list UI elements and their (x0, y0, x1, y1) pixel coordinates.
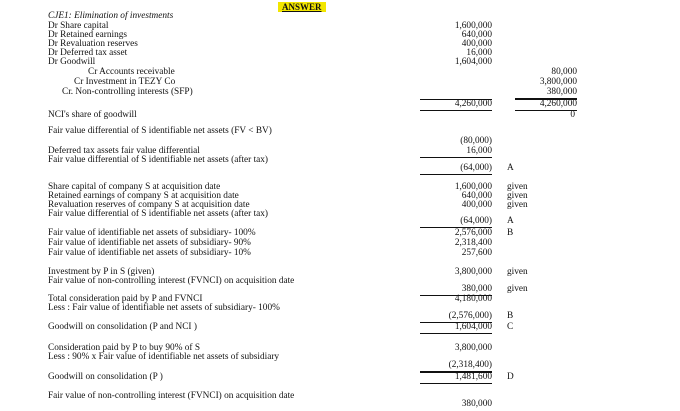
acq-row: Fair value of identifiable net assets of subsidiary- 100% (48, 228, 256, 238)
gw-full-value: 3,800,000 (454, 267, 492, 277)
gw-full-row: Less : Fair value of identifiable net assets of subsidiary- 100% (48, 303, 280, 313)
journal-row: Dr Goodwill (48, 57, 96, 67)
fv-diff-label: Fair value differential of S identifiable net assets (FV < BV) (48, 126, 272, 136)
ref-note: D (507, 372, 514, 382)
total-debit: 4,260,000 (420, 99, 492, 111)
journal-row: Dr Share capital (48, 21, 109, 31)
gw-partial-total: 1,481,600 (420, 372, 492, 384)
fv-diff-after-tax-value: (64,000) (420, 164, 492, 175)
ref-note: given (507, 191, 528, 201)
gw-partial-row: Consideration paid by P to buy 90% of S (48, 343, 201, 353)
gw-partial-value: (2,318,400) (420, 361, 492, 372)
debit-amount: 16,000 (466, 48, 492, 58)
gw-partial-row: Goodwill on consolidation (P ) (48, 372, 163, 382)
nci-goodwill-value: 0 (570, 110, 575, 120)
acq-value: 2,318,400 (454, 238, 492, 248)
gw-full-row: Fair value of non-controlling interest (FVNCI) on acquisition date (48, 276, 295, 286)
deferred-tax-value: 16,000 (420, 147, 492, 158)
ref-note: A (507, 216, 514, 226)
ref-note: given (507, 284, 528, 294)
gw-full-row: Total consideration paid by P and FVNCI (48, 294, 203, 304)
credit-amount: 3,800,000 (539, 77, 577, 87)
acq-value: 2,576,000 (454, 228, 492, 238)
acq-row: Fair value of identifiable net assets of subsidiary- 10% (48, 248, 251, 258)
fv-diff-value: (80,000) (460, 136, 492, 146)
acq-value: 257,600 (461, 248, 492, 258)
deferred-tax-label: Deferred tax assets fair value differential (48, 146, 200, 156)
fv-diff-after-tax-label: Fair value differential of S identifiable net assets (after tax) (48, 155, 269, 165)
ref-note: A (507, 163, 514, 173)
nci-fv-label: Fair value of non-controlling interest (FVNCI) on acquisition date (48, 391, 295, 401)
acq-row: Fair value differential of S identifiable net assets (after tax) (48, 209, 269, 219)
nci-fv-value: 380,000 (461, 399, 492, 409)
debit-amount: 1,600,000 (454, 21, 492, 31)
gw-full-total: 1,604,000 (420, 322, 492, 334)
acq-row: Revaluation reserves of company S at acquisition date (48, 200, 250, 210)
total-credit: 4,260,000 (515, 99, 577, 111)
journal-row: Dr Retained earnings (48, 30, 127, 40)
ref-note: given (507, 182, 528, 192)
ref-note: B (507, 228, 514, 238)
gw-full-row: Goodwill on consolidation (P and NCI ) (48, 322, 197, 332)
ref-note: given (507, 200, 528, 210)
gw-full-row: Investment by P in S (given) (48, 267, 155, 277)
credit-amount: 80,000 (551, 67, 577, 77)
journal-row: Cr Accounts receivable (88, 67, 175, 77)
journal-row: Dr Deferred tax asset (48, 48, 128, 58)
journal-row: Cr Investment in TEZY Co (74, 77, 176, 87)
gw-partial-row: Less : 90% x Fair value of identifiable net assets of subsidiary (48, 352, 280, 362)
journal-row: Cr. Non-controlling interests (SFP) (62, 87, 193, 97)
acq-row: Retained earnings of company S at acquisition date (48, 191, 239, 201)
gw-full-value: 4,180,000 (454, 294, 492, 304)
acq-value: 400,000 (461, 200, 492, 210)
ref-note: C (507, 322, 514, 332)
ref-note: B (507, 311, 514, 321)
journal-row: Dr Revaluation reserves (48, 39, 138, 49)
acq-row: Fair value of identifiable net assets of subsidiary- 90% (48, 238, 251, 248)
acq-row: Share capital of company S at acquisition date (48, 182, 221, 192)
journal-title: CJE1: Elimination of investments (48, 11, 174, 21)
credit-amount: 380,000 (515, 88, 577, 99)
gw-full-value: 380,000 (420, 285, 492, 296)
acq-value: 640,000 (461, 191, 492, 201)
ref-note: given (507, 267, 528, 277)
debit-amount: 400,000 (461, 39, 492, 49)
debit-amount: 1,604,000 (454, 57, 492, 67)
nci-goodwill-label: NCI's share of goodwill (48, 110, 137, 120)
debit-amount: 640,000 (461, 30, 492, 40)
acq-value: 1,600,000 (454, 182, 492, 192)
acq-value: (64,000) (420, 217, 492, 228)
gw-full-value: (2,576,000) (420, 312, 492, 323)
gw-partial-value: 3,800,000 (454, 343, 492, 353)
answer-label: ANSWER (278, 2, 326, 12)
